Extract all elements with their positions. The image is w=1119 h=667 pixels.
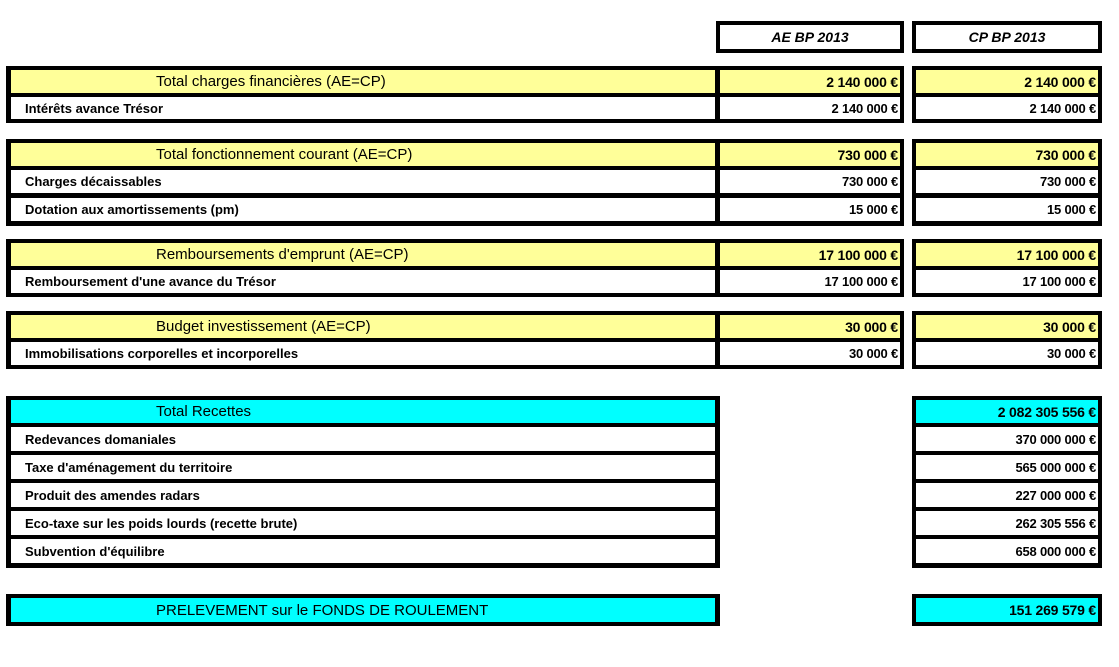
- section-investissement-cp: [912, 311, 1102, 369]
- section-title: Total fonctionnement courant (AE=CP): [11, 143, 715, 166]
- row-ae-value: 30 000 €: [720, 342, 900, 365]
- row-label: Taxe d'aménagement du territoire: [11, 455, 715, 479]
- section-ae-total: 730 000 €: [720, 143, 900, 166]
- recettes-cp-total: 2 082 305 556 €: [916, 400, 1098, 423]
- section-cp-total: 730 000 €: [916, 143, 1098, 166]
- section-investissement-labels: [6, 311, 720, 369]
- row-label: Subvention d'équilibre: [11, 539, 715, 563]
- prelevement-title: PRELEVEMENT sur le FONDS DE ROULEMENT: [11, 598, 715, 622]
- section-remboursements-labels: [6, 239, 720, 297]
- section-fonctionnement-labels: [6, 139, 720, 226]
- section-prelevement-cp: [912, 594, 1102, 626]
- section-ae-total: 30 000 €: [720, 315, 900, 338]
- section-prelevement-label: [6, 594, 720, 626]
- row-ae-value: 15 000 €: [720, 198, 900, 221]
- row-label: Immobilisations corporelles et incorporelles: [11, 342, 715, 365]
- row-cp-value: 17 100 000 €: [916, 270, 1098, 293]
- row-cp-value: 565 000 000 €: [916, 455, 1098, 479]
- section-ae-total: 2 140 000 €: [720, 70, 900, 93]
- row-cp-value: 2 140 000 €: [916, 97, 1098, 119]
- ae-column-header: AE BP 2013: [720, 25, 900, 49]
- section-title: Total charges financières (AE=CP): [11, 70, 715, 93]
- section-investissement-ae: [716, 311, 904, 369]
- row-label: Remboursement d'une avance du Trésor: [11, 270, 715, 293]
- row-cp-value: 15 000 €: [916, 198, 1098, 221]
- ae-header-box: [716, 21, 904, 53]
- row-label: Intérêts avance Trésor: [11, 97, 715, 119]
- section-charges-financieres-ae: [716, 66, 904, 123]
- section-fonctionnement-cp: [912, 139, 1102, 226]
- section-remboursements-ae: [716, 239, 904, 297]
- section-title: Budget investissement (AE=CP): [11, 315, 715, 338]
- row-cp-value: 370 000 000 €: [916, 427, 1098, 451]
- row-label: Charges décaissables: [11, 170, 715, 193]
- section-fonctionnement-ae: [716, 139, 904, 226]
- cp-column-header: CP BP 2013: [916, 25, 1098, 49]
- prelevement-cp-value: 151 269 579 €: [916, 598, 1098, 622]
- row-ae-value: 17 100 000 €: [720, 270, 900, 293]
- section-cp-total: 2 140 000 €: [916, 70, 1098, 93]
- section-ae-total: 17 100 000 €: [720, 243, 900, 266]
- row-label: Produit des amendes radars: [11, 483, 715, 507]
- section-cp-total: 17 100 000 €: [916, 243, 1098, 266]
- section-recettes-cp: [912, 396, 1102, 568]
- recettes-title: Total Recettes: [11, 400, 715, 423]
- row-label: Redevances domaniales: [11, 427, 715, 451]
- cp-header-box: [912, 21, 1102, 53]
- section-recettes-labels: [6, 396, 720, 568]
- row-cp-value: 730 000 €: [916, 170, 1098, 193]
- row-cp-value: 658 000 000 €: [916, 539, 1098, 563]
- section-charges-financieres-labels: [6, 66, 720, 123]
- row-ae-value: 2 140 000 €: [720, 97, 900, 119]
- section-remboursements-cp: [912, 239, 1102, 297]
- section-charges-financieres-cp: [912, 66, 1102, 123]
- row-cp-value: 262 305 556 €: [916, 511, 1098, 535]
- row-label: Eco-taxe sur les poids lourds (recette brute): [11, 511, 715, 535]
- row-cp-value: 227 000 000 €: [916, 483, 1098, 507]
- section-cp-total: 30 000 €: [916, 315, 1098, 338]
- row-cp-value: 30 000 €: [916, 342, 1098, 365]
- section-title: Remboursements d'emprunt (AE=CP): [11, 243, 715, 266]
- row-ae-value: 730 000 €: [720, 170, 900, 193]
- row-label: Dotation aux amortissements (pm): [11, 198, 715, 221]
